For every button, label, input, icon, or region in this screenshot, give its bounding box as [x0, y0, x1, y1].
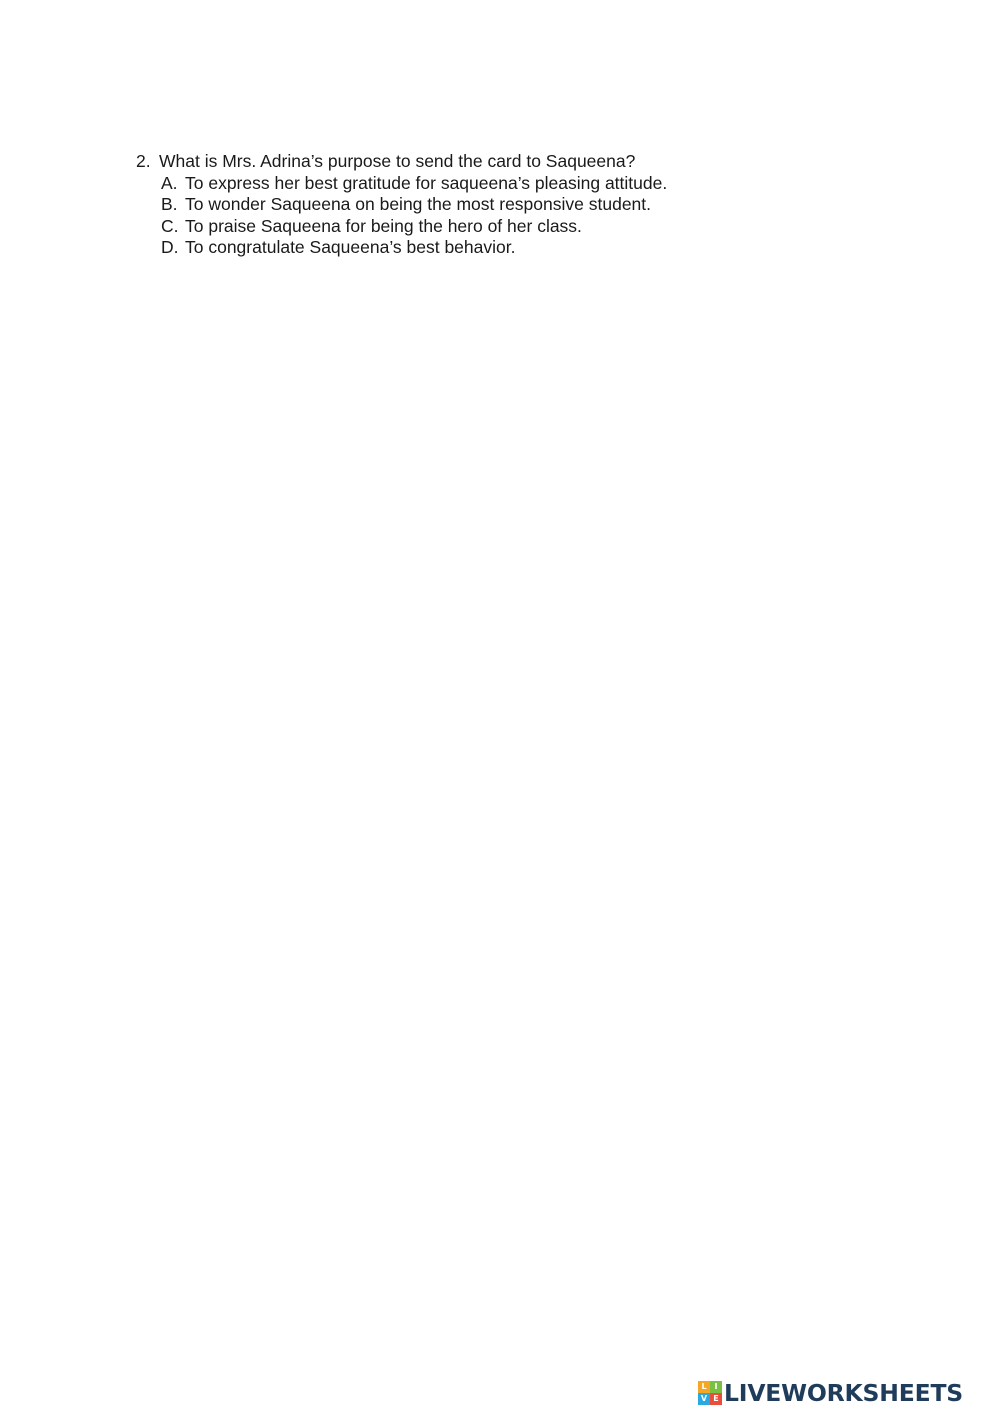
- option-letter: D.: [161, 237, 179, 257]
- option-letter: C.: [161, 215, 179, 236]
- option-d[interactable]: [136, 237, 896, 259]
- option-c[interactable]: [136, 216, 896, 238]
- question-line: [136, 151, 896, 173]
- liveworksheets-logo: [698, 1378, 963, 1408]
- answer-options: [136, 173, 896, 259]
- logo-text: LIVEWORKSHEETS: [724, 1379, 964, 1407]
- option-letter: A.: [161, 172, 178, 193]
- logo-mark-cell: E: [710, 1393, 722, 1405]
- logo-mark-cell: L: [698, 1381, 710, 1393]
- question-block: [136, 151, 896, 259]
- option-text: To congratulate Saqueena’s best behavior.: [185, 237, 516, 257]
- option-text: To express her best gratitude for saqueena’s pleasing attitude.: [185, 172, 668, 193]
- option-text: To wonder Saqueena on being the most responsive student.: [185, 194, 652, 214]
- logo-mark-cell: V: [698, 1393, 710, 1405]
- option-a[interactable]: [136, 173, 896, 195]
- logo-mark-icon: [698, 1381, 722, 1405]
- option-b[interactable]: [136, 194, 896, 216]
- question-text: What is Mrs. Adrina’s purpose to send the card to Saqueena?: [159, 151, 636, 171]
- question-number: 2.: [136, 151, 151, 171]
- logo-mark-cell: I: [710, 1381, 722, 1393]
- option-letter: B.: [161, 194, 178, 214]
- option-text: To praise Saqueena for being the hero of her class.: [185, 215, 582, 236]
